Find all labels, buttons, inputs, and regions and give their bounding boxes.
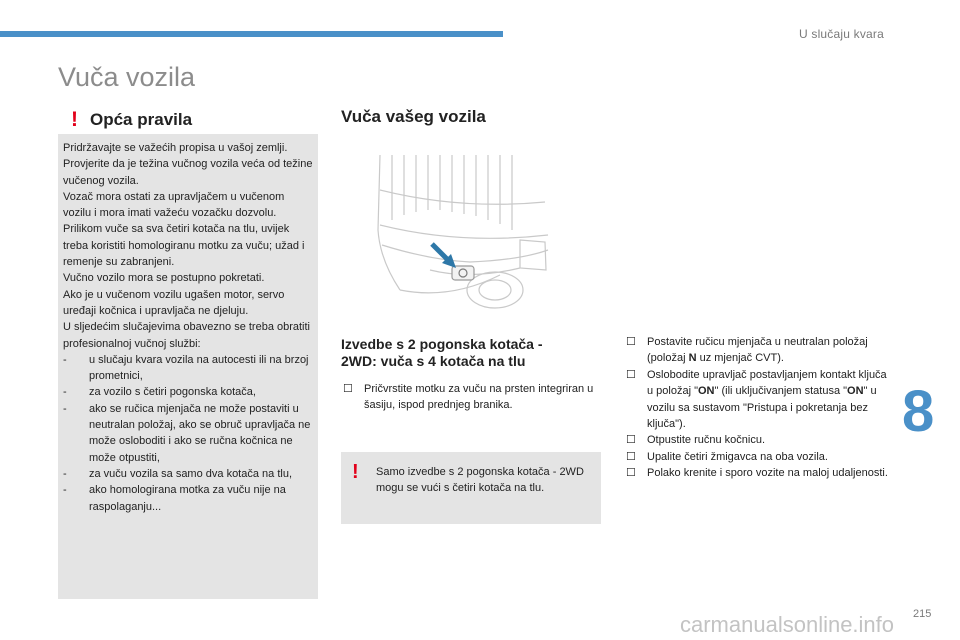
- dash-marker: -: [63, 484, 67, 497]
- list-item: [63, 466, 315, 482]
- step-item: [624, 432, 889, 448]
- warning-icon: !: [352, 461, 359, 483]
- general-rules-text: [63, 140, 315, 515]
- warning-icon: !: [71, 108, 78, 131]
- dash-marker: -: [63, 467, 67, 480]
- ignition-position: ON: [847, 385, 864, 398]
- checkbox-bullet-icon: ☐: [626, 336, 636, 348]
- step-item: [624, 465, 889, 481]
- step-text: Otpustite ručnu kočnicu.: [647, 434, 766, 447]
- step-text: Oslobodite upravljač postavljanjem kontakt ključa u položaj ": [647, 368, 887, 398]
- rule-paragraph: Vučno vozilo mora se postupno pokretati.: [63, 272, 265, 285]
- checkbox-bullet-icon: ☐: [626, 434, 636, 447]
- rule-paragraph: Prilikom vuče sa sva četiri kotača na tlu, uvijek treba koristiti homologiranu motku za vuču; užad i remenje su zabranjeni.: [63, 223, 305, 269]
- towing-ring-illustration: [370, 150, 550, 315]
- two-wheel-drive-subtitle: [341, 336, 543, 370]
- subtitle-line: Izvedbe s 2 pogonska kotača -: [341, 336, 543, 352]
- gear-position: N: [688, 352, 697, 365]
- step-text: Postavite ručicu mjenjača u neutralan položaj (položaj: [647, 336, 868, 365]
- step-text: Pričvrstite motku za vuču na prsten integriran u šasiju, ispod prednjeg branika.: [364, 383, 594, 412]
- step-text: Polako krenite i sporo vozite na maloj udaljenosti.: [647, 467, 888, 480]
- ignition-position: ON: [698, 385, 715, 398]
- section-label: U slučaju kvara: [798, 27, 884, 41]
- list-item-text: u slučaju kvara vozila na autocesti ili na brzoj prometnici,: [89, 353, 309, 383]
- dash-marker: -: [63, 386, 67, 399]
- list-item: [63, 482, 315, 515]
- dash-marker: -: [63, 402, 67, 415]
- checkbox-bullet-icon: ☐: [626, 450, 636, 463]
- note-text: Samo izvedbe s 2 pogonska kotača - 2WD mogu se vući s četiri kotača na tlu.: [376, 466, 584, 495]
- step-text: Upalite četiri žmigavca na oba vozila.: [647, 450, 828, 463]
- step-item: [624, 449, 889, 465]
- checkbox-bullet-icon: ☐: [626, 368, 636, 381]
- checkbox-bullet-icon: ☐: [343, 383, 353, 395]
- step-text: " u vozilu sa sustavom "Pristupa i pokretanja bez ključa").: [647, 385, 877, 431]
- step-item: [624, 367, 889, 433]
- list-item: [63, 401, 315, 466]
- general-rules-title: Opća pravila: [90, 110, 193, 129]
- rule-paragraph: Ako je u vučenom vozilu ugašen motor, servo uređaji kočnica i upravljača ne djeluju.: [63, 288, 285, 317]
- tow-ring-cover: [452, 266, 474, 280]
- subtitle-line: 2WD: vuča s 4 kotača na tlu: [341, 353, 526, 369]
- step-item: [341, 381, 606, 414]
- list-item: [63, 352, 315, 385]
- step-text: " (ili uključivanjem statusa ": [714, 385, 848, 398]
- step-list-right: [624, 334, 889, 482]
- header-accent-bar: [0, 31, 503, 37]
- professional-service-list: [63, 352, 315, 515]
- step-item: [624, 334, 889, 367]
- towing-section-title: Vuča vašeg vozila: [341, 107, 486, 126]
- page-title: Vuča vozila: [58, 62, 196, 92]
- rule-paragraph: Pridržavajte se važećih propisa u vašoj zemlji.: [63, 142, 288, 154]
- checkbox-bullet-icon: ☐: [626, 467, 636, 480]
- chapter-number: 8: [902, 379, 935, 444]
- page-number: 215: [913, 608, 932, 620]
- list-item-text: ako se ručica mjenjača ne može postaviti u neutralan položaj, ako se obruč upravljača ne može osloboditi i ako se ručna kočnica ne može otpustiti,: [89, 402, 311, 464]
- general-rules-box: [58, 106, 318, 599]
- step-text: uz mjenjač CVT).: [696, 352, 784, 365]
- rule-paragraph: Provjerite da je težina vučnog vozila veća od težine vučenog vozila.: [63, 158, 313, 187]
- dash-marker: -: [63, 353, 67, 366]
- list-item-text: za vuču vozila sa samo dva kotača na tlu,: [89, 467, 292, 480]
- note-box: [341, 452, 601, 524]
- list-item: [63, 384, 315, 400]
- watermark: carmanualsonline.info: [680, 612, 895, 637]
- rule-paragraph: U sljedećim slučajevima obavezno se treba obratiti profesionalnoj vučnoj službi:: [63, 321, 311, 350]
- general-rules-header: [58, 106, 318, 134]
- step-list-left: [341, 381, 606, 414]
- list-item-text: ako homologirana motka za vuču nije na raspolaganju...: [89, 484, 286, 513]
- rule-paragraph: Vozač mora ostati za upravljačem u vučenom vozilu i mora imati važeću vozačku dozvolu.: [63, 190, 285, 220]
- list-item-text: za vozilo s četiri pogonska kotača,: [89, 386, 256, 399]
